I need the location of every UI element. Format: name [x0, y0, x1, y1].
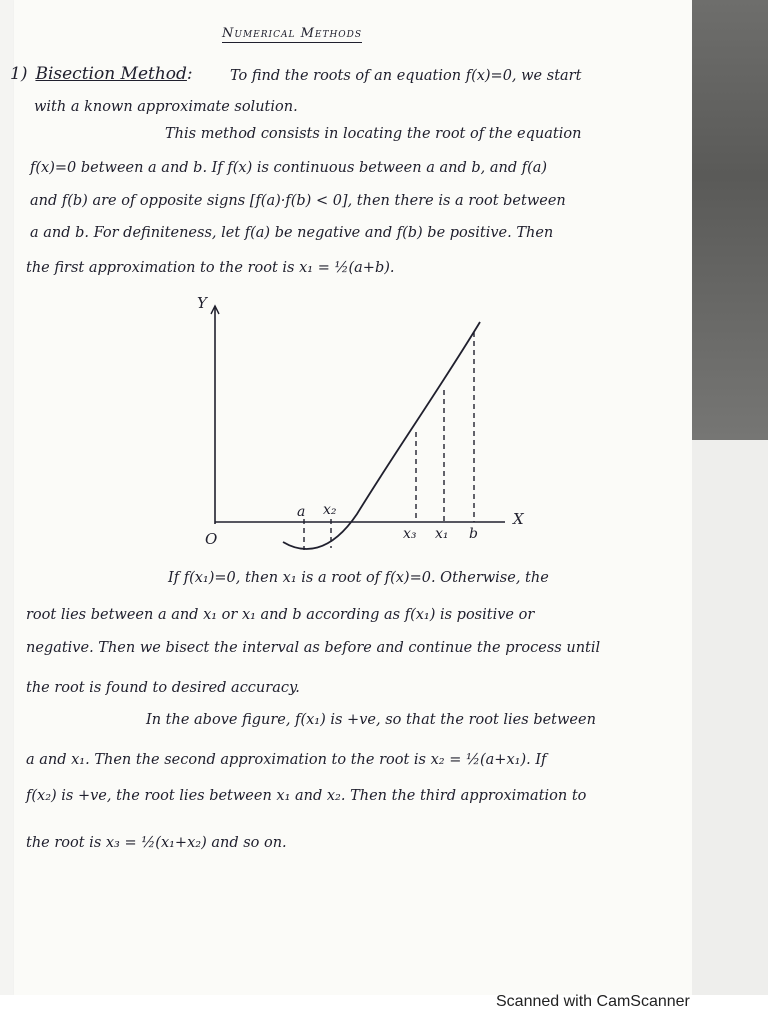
- body-line-3: negative. Then we bisect the interval as before and continue the process until: [26, 640, 601, 656]
- desk-background: [692, 0, 768, 440]
- origin-label: O: [205, 530, 218, 548]
- body-line-2: root lies between a and x₁ or x₁ and b according as f(x₁) is positive or: [26, 607, 535, 623]
- body-line-6: a and x₁. Then the second approximation to the root is x₂ = ½(a+x₁). If: [26, 752, 547, 768]
- label-b: b: [469, 526, 478, 542]
- intro-line-4: f(x)=0 between a and b. If f(x) is continuous between a and b, and f(a): [30, 160, 548, 176]
- background-margin: [692, 440, 768, 995]
- intro-line-6: a and b. For definiteness, let f(a) be negative and f(b) be positive. Then: [30, 225, 554, 241]
- bisection-graph: [195, 292, 535, 572]
- body-line-7: f(x₂) is +ve, the root lies between x₁ and x₂. Then the third approximation to: [26, 788, 587, 804]
- body-line-5: In the above figure, f(x₁) is +ve, so that the root lies between: [146, 712, 596, 728]
- section-heading: [10, 64, 193, 84]
- intro-line-7: the first approximation to the root is x₁ = ½(a+b).: [26, 260, 395, 276]
- heading-colon: :: [186, 64, 193, 84]
- x-axis-label: X: [513, 510, 524, 528]
- section-number: 1): [10, 64, 28, 84]
- intro-line-5: and f(b) are of opposite signs [f(a)·f(b) < 0], then there is a root between: [30, 193, 566, 209]
- intro-line-2: with a known approximate solution.: [34, 99, 298, 115]
- method-name: Bisection Method: [35, 64, 187, 84]
- scanner-watermark: Scanned with CamScanner: [496, 993, 690, 1010]
- label-a: a: [297, 504, 306, 520]
- body-line-1: If f(x₁)=0, then x₁ is a root of f(x)=0. Otherwise, the: [168, 570, 549, 586]
- label-x2: x₂: [323, 502, 337, 518]
- page-title: Numerical Methods: [222, 26, 363, 41]
- label-x3: x₃: [403, 526, 417, 542]
- intro-line-3: This method consists in locating the root of the equation: [165, 126, 582, 142]
- body-line-8: the root is x₃ = ½(x₁+x₂) and so on.: [26, 835, 287, 851]
- intro-line-1: To find the roots of an equation f(x)=0, we start: [230, 68, 582, 84]
- label-x1: x₁: [435, 526, 449, 542]
- function-curve: [283, 322, 480, 549]
- body-line-4: the root is found to desired accuracy.: [26, 680, 300, 696]
- y-axis-label: Y: [197, 294, 207, 312]
